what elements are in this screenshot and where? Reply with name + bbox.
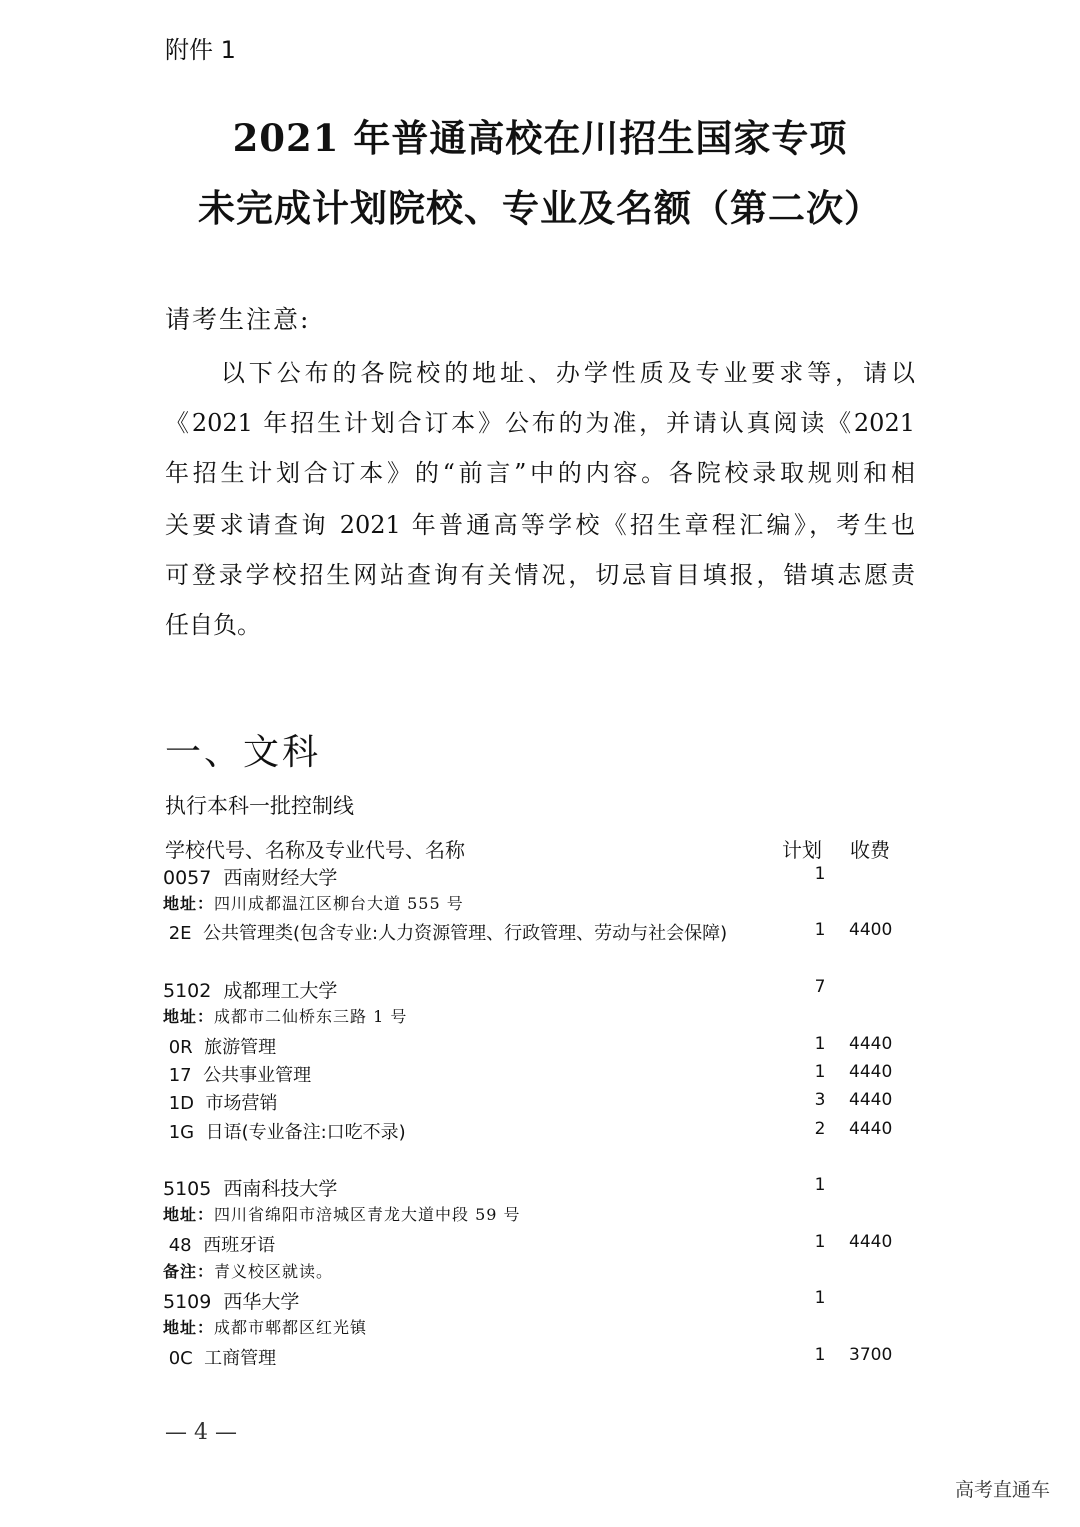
row-text: 5105 西南科技大学 [163, 1178, 338, 1200]
row-label: 地址： [163, 1318, 215, 1337]
fee-amount: 4440 [849, 1232, 893, 1252]
watermark: 高考直通车 [954, 1479, 1050, 1501]
row-text: 四川省绵阳市涪城区青龙大道中段 59 号 [214, 1205, 521, 1224]
document-title-line-2: 未完成计划院校、专业及名额（第二次） [198, 186, 882, 230]
batch-label: 执行本科一批控制线 [165, 794, 354, 818]
page-number: — 4 — [165, 1420, 237, 1445]
major-row [163, 1089, 277, 1115]
school-row [163, 1174, 337, 1201]
major-row [163, 1033, 276, 1059]
fee-amount: 4440 [849, 1062, 893, 1082]
fee-amount: 4440 [849, 1034, 893, 1054]
header-name: 学校代号、名称及专业代号、名称 [165, 838, 465, 862]
row-text: 成都市郫都区红光镇 [214, 1318, 368, 1337]
major-row [163, 919, 727, 945]
row-text: 青义校区就读。 [214, 1262, 334, 1281]
major-row [163, 1231, 275, 1257]
row-text: 5102 成都理工大学 [163, 980, 338, 1002]
fee-amount: 3700 [849, 1345, 893, 1365]
school-row [163, 863, 337, 890]
row-label: 地址： [163, 1205, 215, 1224]
address-row [163, 1004, 407, 1027]
notice-line: 关要求请查询 2021 年普通高等学校《招生章程汇编》，考生也 [165, 511, 915, 539]
notice-line: 《2021 年招生计划合订本》公布的为准，并请认真阅读《2021 [165, 409, 915, 437]
row-text: 48 西班牙语 [163, 1235, 276, 1256]
row-text: 2E 公共管理类(包含专业:人力资源管理、行政管理、劳动与社会保障) [163, 923, 728, 944]
row-label: 地址： [163, 894, 215, 913]
row-text: 0057 西南财经大学 [163, 867, 338, 889]
plan-count: 1 [814, 864, 826, 884]
plan-count: 1 [814, 920, 826, 940]
row-label: 备注： [163, 1262, 215, 1281]
plan-count: 1 [814, 1345, 826, 1365]
plan-count: 1 [814, 1232, 826, 1252]
row-text: 1G 日语(专业备注:口吃不录) [163, 1122, 406, 1143]
row-text: 5109 西华大学 [163, 1291, 300, 1313]
row-text: 1D 市场营销 [163, 1093, 278, 1114]
row-label: 地址： [163, 1007, 215, 1026]
major-row [163, 1061, 311, 1087]
notice-line: 任自负。 [165, 611, 261, 639]
major-row [163, 1344, 276, 1370]
major-row [163, 1118, 406, 1144]
row-text: 17 公共事业管理 [163, 1065, 312, 1086]
header-fee: 收费 [850, 838, 890, 862]
attachment-label: 附件 1 [165, 36, 236, 64]
school-row [163, 976, 337, 1003]
address-row [163, 1259, 333, 1282]
plan-count: 1 [814, 1062, 826, 1082]
plan-count: 1 [814, 1175, 826, 1195]
plan-count: 3 [814, 1090, 826, 1110]
notice-heading: 请考生注意: [165, 305, 311, 334]
notice-line: 可登录学校招生网站查询有关情况，切忌盲目填报，错填志愿责 [165, 561, 915, 589]
header-plan: 计划 [782, 838, 822, 862]
plan-count: 1 [814, 1288, 826, 1308]
address-row [163, 1202, 521, 1225]
address-row [163, 891, 464, 914]
fee-amount: 4400 [849, 920, 893, 940]
row-text: 四川成都温江区柳台大道 555 号 [214, 894, 464, 913]
row-text: 0C 工商管理 [163, 1348, 277, 1369]
fee-amount: 4440 [849, 1119, 893, 1139]
notice-line: 年招生计划合订本》的“前言”中的内容。各院校录取规则和相 [165, 459, 915, 487]
address-row [163, 1315, 367, 1338]
school-row [163, 1287, 299, 1314]
row-text: 0R 旅游管理 [163, 1037, 277, 1058]
plan-count: 2 [814, 1119, 826, 1139]
row-text: 成都市二仙桥东三路 1 号 [214, 1007, 408, 1026]
plan-count: 7 [814, 977, 826, 997]
document-title-line-1: 2021 年普通高校在川招生国家专项 [232, 116, 848, 160]
section-title: 一、文科 [165, 732, 322, 773]
notice-line: 以下公布的各院校的地址、办学性质及专业要求等，请以 [165, 359, 915, 387]
fee-amount: 4440 [849, 1090, 893, 1110]
plan-count: 1 [814, 1034, 826, 1054]
